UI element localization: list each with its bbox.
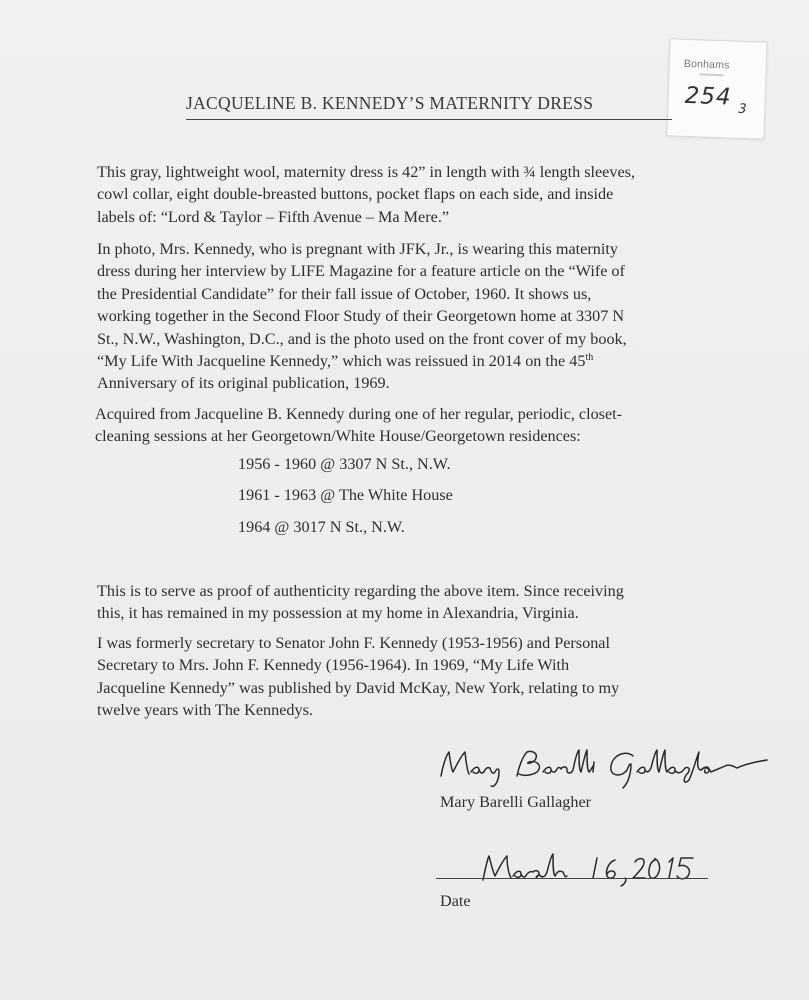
residence-item: 1961 - 1963 @ The White House (238, 486, 453, 504)
text-line: Secretary to Mrs. John F. Kennedy (1956-1964). In 1969, “My Life With (97, 656, 570, 675)
authenticity-paragraph (97, 580, 624, 625)
text-line-part: “My Life With Jacqueline Kennedy,” which was reissued in 2014 on the 45 (97, 352, 586, 371)
handwritten-signature (433, 742, 783, 792)
text-line: This is to serve as proof of authenticity regarding the above item. Since receiving (97, 582, 624, 600)
text-line: cleaning sessions at her Georgetown/White House/Georgetown residences: (95, 427, 581, 446)
description-paragraph (97, 161, 635, 228)
text-line (97, 350, 627, 372)
text-line: twelve years with The Kennedys. (97, 701, 313, 720)
date-label: Date (440, 892, 471, 910)
text-line: cowl collar, eight double-breasted buttons, pocket flaps on each side, and inside (97, 185, 614, 204)
secretary-paragraph (97, 632, 619, 722)
photo-paragraph (97, 238, 627, 395)
document-title: JACQUELINE B. KENNEDY’S MATERNITY DRESS (186, 93, 594, 113)
acquired-paragraph (95, 403, 622, 448)
text-line: working together in the Second Floor Study of their Georgetown home at 3307 N (97, 307, 625, 326)
residence-item: 1956 - 1960 @ 3307 N St., N.W. (238, 455, 451, 473)
sticker-lot-number: 254 (684, 82, 733, 111)
text-line: this, it has remained in my possession at my home in Alexandria, Virginia. (97, 604, 579, 623)
text-line: Acquired from Jacqueline B. Kennedy during one of her regular, periodic, closet- (95, 405, 623, 423)
text-line: the Presidential Candidate” for their fall issue of October, 1960. It shows us, (97, 284, 592, 303)
sticker-subline (699, 73, 723, 76)
text-line: St., N.W., Washington, D.C., and is the photo used on the front cover of my book, (97, 329, 627, 348)
text-line: This gray, lightweight wool, maternity dress is 42” in length with ¾ length sleeves, (97, 163, 635, 181)
sticker-brand: Bonhams (683, 57, 730, 72)
text-line: labels of: “Lord & Taylor – Fifth Avenue – Ma Mere.” (97, 207, 450, 226)
text-line: dress during her interview by LIFE Magazine for a feature article on the “Wife of (97, 262, 625, 281)
text-line: Jacqueline Kennedy” was published by David McKay, New York, relating to my (97, 678, 620, 697)
date-line (436, 878, 708, 879)
auction-lot-sticker (666, 38, 767, 139)
printed-name: Mary Barelli Gallagher (440, 793, 592, 811)
title-underline (186, 119, 672, 120)
text-line: I was formerly secretary to Senator John F. Kennedy (1953-1956) and Personal (97, 634, 610, 652)
superscript: th (585, 352, 594, 364)
text-line: Anniversary of its original publication, 1969. (97, 374, 390, 393)
text-line: In photo, Mrs. Kennedy, who is pregnant with JFK, Jr., is wearing this maternity (97, 240, 618, 258)
residence-item: 1964 @ 3017 N St., N.W. (238, 518, 405, 536)
handwritten-date (475, 848, 705, 890)
sticker-sublot-number: 3 (738, 101, 747, 118)
